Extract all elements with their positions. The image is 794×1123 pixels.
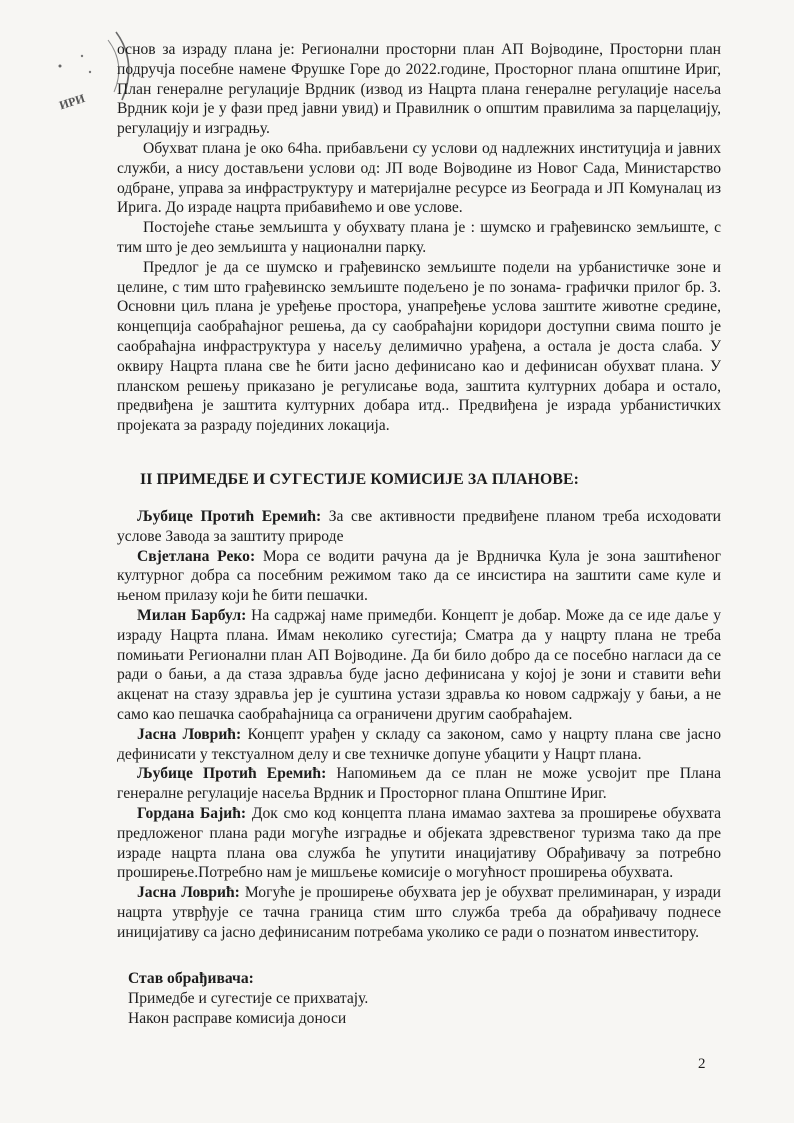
comment-text: Мора се водити рачуна да је Врдничка Кула је зона заштићеног културног добра са посебним режимом тако да се инсистира на заштити саме куле и њеном прилазу који ће бити пешачки. [117, 547, 721, 605]
comment-speaker: Гордана Бајић: [137, 804, 247, 822]
comment-speaker: Свјетлана Реко: [137, 547, 256, 565]
comment-item [117, 547, 721, 606]
comment-speaker: Јасна Ловрић: [137, 725, 242, 743]
comment-item [117, 764, 721, 804]
page-number: 2 [698, 1056, 706, 1072]
comment-item [117, 606, 721, 725]
section-heading: II ПРИМЕДБЕ И СУГЕСТИЈЕ КОМИСИЈЕ ЗА ПЛАНОВЕ: [140, 471, 580, 488]
author-position-line-2: Након расправе комисија доноси [128, 1010, 347, 1027]
intro-text [117, 40, 721, 436]
comment-text: Могуће је проширење обухвата јер је обухват прелиминаран, у изради нацрта утврђује се тачна граница стим што служба треба да обрађивачу поднесе иницијативу са јасно дефинисаним потребама уколико се ради о познатом инвеститору. [117, 884, 721, 941]
comment-item [117, 507, 721, 547]
comment-text: Концепт урађен у складу са законом, само у нацрту плана све јасно дефинисати у текстуалном делу и све техничке допуне убацити у Нацрт плана. [117, 725, 721, 763]
comments-list [117, 507, 721, 943]
intro-paragraph-1: основ за израду плана је: Регионални просторни план АП Војводине, Просторни план подручја посебне намене Фрушке Горе до 2022.године, Просторног плана општине Ириг, План генералне регулације Врдник (извод из Нацрта плана генералне регулације насеља Врдник који је у фази пред јавни увид) и Правилник о општим правилима за парцелацију, регулацију и изградњу. [117, 41, 721, 138]
comment-item [117, 883, 721, 942]
comment-text: На садржај наме примедби. Концепт је добар. Може да се иде даље у израду Нацрта плана. Имам неколико сугестија; Сматра да у нацрту плана не треба помињати Регионални план АП Војводине. Да би било добро да се посебно нагласи да се ради о бањи, а да стаза здравља буде јасно дефинисана у којој је зони и ставити већи акценат на стазу здравља јер је суштина устази здравља ко новом садржају у бањи, а не само као пешачка саобраћајница са ограничени другим саобраћајем. [117, 606, 721, 723]
comment-text: Напомињем да се план не може усвојит пре Плана генералне регулације насеља Врдник и Просторног плана Општине Ириг. [117, 765, 721, 803]
svg-text:ИРИ: ИРИ [57, 91, 87, 113]
intro-paragraph-2: Обухват плана је око 64ha. прибављени су услови од надлежних институција и јавних служби, а нису достављени услови од: ЈП воде Војводине из Новог Сада, Министарство одбране, управа за инфраструктуру и материјалне ресурсе из Београда и ЈП Комуналац из Ирига. До израде нацрта прибавићемо и ове услове. [117, 139, 721, 217]
intro-paragraph-4: Предлог је да се шумско и грађевинско земљиште подели на урбанистичке зоне и целине, с тим што грађевинско земљиште подељено је по зонама- графички прилог бр. 3. Основни циљ плана је уређење простора, унапређење услова заштите животне средине, концепција саобраћајног решења, да су саобраћајни коридори доступни свима пошто је саобраћајна инфраструктура у насељу делимично урађена, а остала је доста слаба. У оквиру Нацрта плана све ће бити јасно дефинисано као и дефинисан обухват плана. У планском решењу приказано је регулисање вода, заштита културних добара и остало, предвиђена је заштита културних добара итд.. Предвиђена је израда урбанистичких пројеката за разраду појединих локација. [117, 258, 721, 435]
comment-text: За све активности предвиђене планом треба исходовати услове Завода за заштиту природе [117, 508, 721, 545]
comment-text: Док смо код концепта плана имамао захтева за проширење обухвата предложеног плана ради могуће изградње и објеката здревственог туризма тако да пре израде нацрта плана ова служба ће упутити инацијативу Обрађивачу за потребно проширење.Потребно нам је мишљење комисије о могућност проширења обухвата. [117, 804, 721, 882]
intro-paragraph-3: Постојеће стање земљишта у обухвату плана је : шумско и грађевинско земљиште, с тим што је део земљишта у национални парку. [117, 219, 721, 256]
comment-item [117, 725, 721, 765]
author-position [128, 969, 688, 1029]
comment-speaker: Љубице Протић Еремић: [137, 508, 322, 525]
author-position-heading: Став обрађивача: [128, 970, 254, 987]
author-position-line-1: Примедбе и сугестије се прихватају. [128, 990, 369, 1007]
comment-speaker: Јасна Ловрић: [137, 884, 240, 902]
comment-item [117, 804, 721, 883]
comment-speaker: Милан Барбул: [137, 606, 247, 624]
comment-speaker: Љубице Протић Еремић: [137, 765, 327, 783]
